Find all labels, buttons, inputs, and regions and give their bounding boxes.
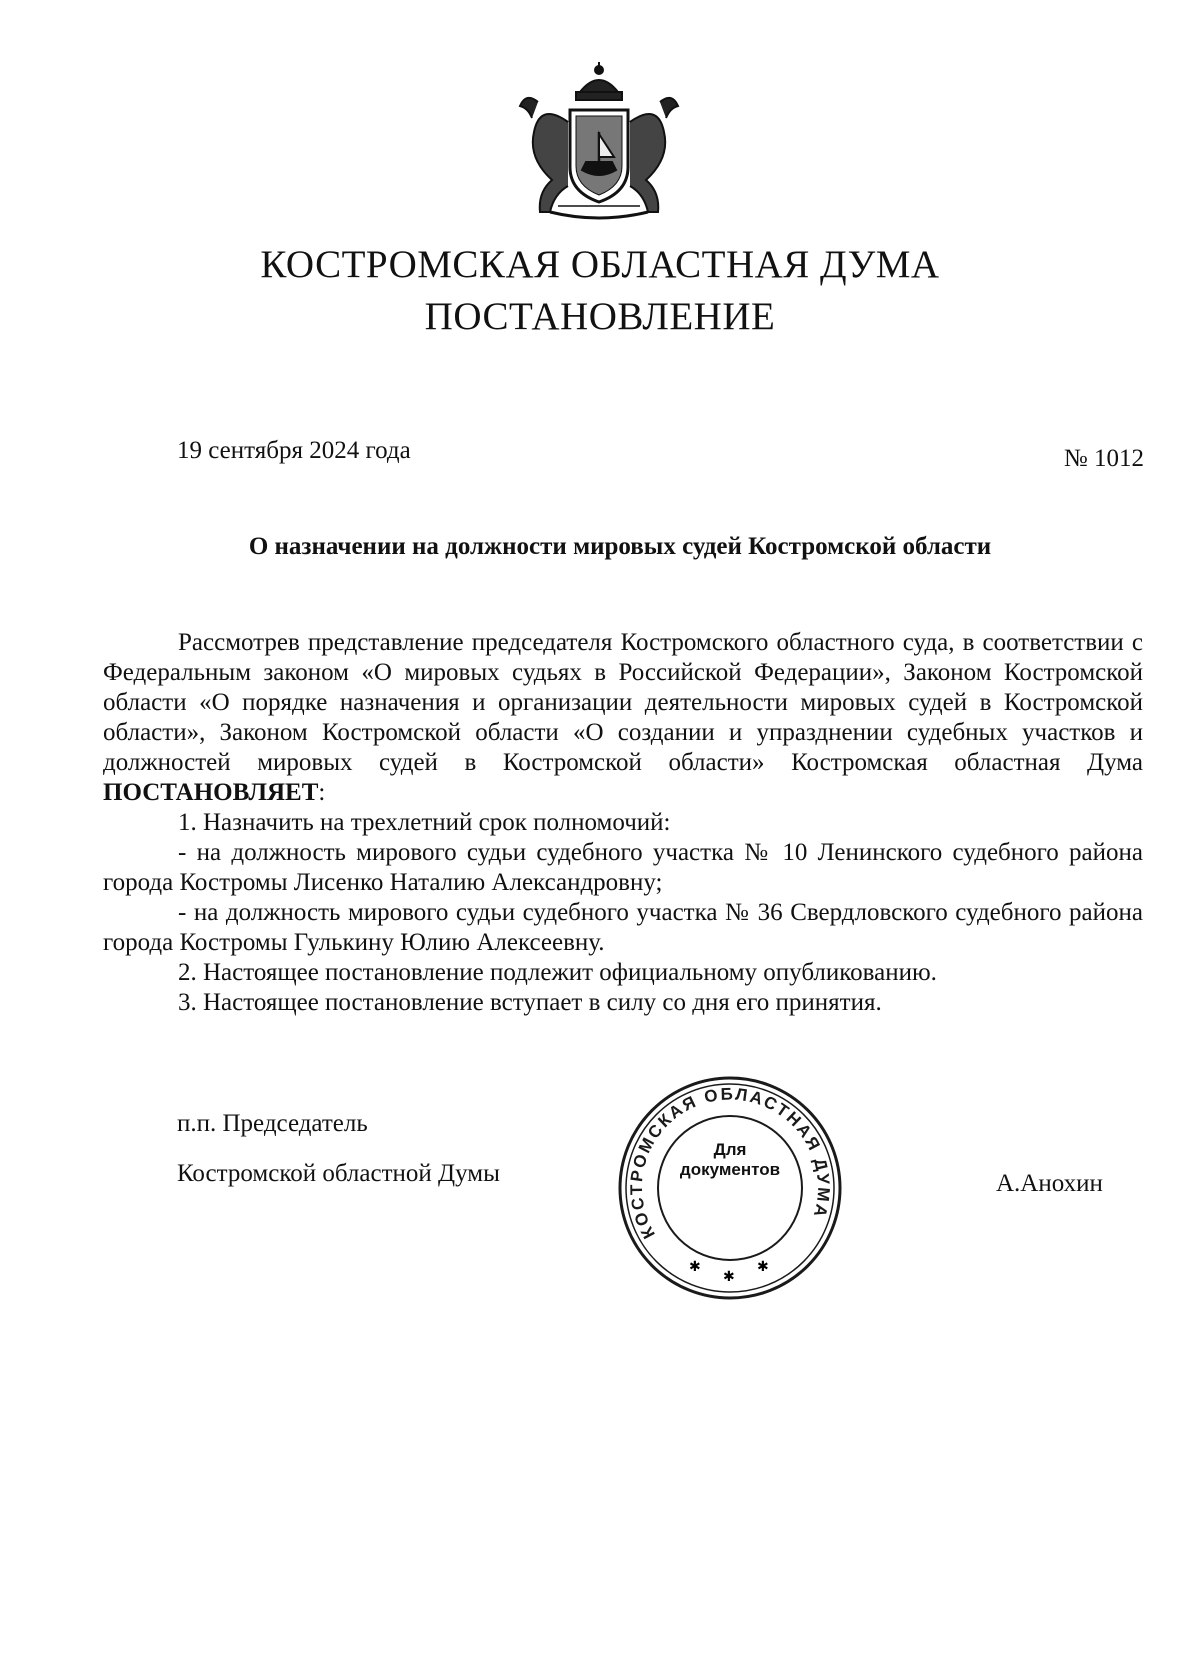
item-1: 1. Назначить на трехлетний срок полномочий:	[178, 809, 671, 836]
document-body	[103, 628, 1143, 1018]
resolves-word: ПОСТАНОВЛЯЕТ	[103, 779, 319, 806]
seal-star-icon: ✱	[723, 1269, 735, 1285]
round-seal	[615, 1073, 845, 1303]
item-3: 3. Настоящее постановление вступает в силу со дня его принятия.	[178, 989, 882, 1016]
signer-position: п.п. Председатель	[177, 1110, 368, 1137]
item-1-a: - на должность мирового судьи судебного участка № 10 Ленинского судебного района города Костромы Лисенко Наталию Александровну;	[103, 839, 1143, 896]
document-date: 19 сентября 2024 года	[177, 437, 411, 464]
preamble-paragraph	[103, 628, 1143, 808]
seal-star-icon: ✱	[757, 1259, 769, 1275]
seal-center-line-1: Для	[713, 1140, 747, 1159]
signer-organization: Костромской областной Думы	[177, 1160, 500, 1187]
signer-name: А.Анохин	[996, 1170, 1103, 1197]
document-title: О назначении на должности мировых судей Костромской области	[248, 533, 992, 560]
item-2: 2. Настоящее постановление подлежит официальному опубликованию.	[178, 959, 937, 986]
document-kind: ПОСТАНОВЛЕНИЕ	[424, 295, 776, 338]
seal-star-icon: ✱	[689, 1259, 701, 1275]
seal-center-line-2: документов	[679, 1160, 781, 1179]
seal-center-text	[655, 1140, 805, 1180]
organization-name: КОСТРОМСКАЯ ОБЛАСТНАЯ ДУМА	[260, 243, 940, 286]
preamble-text: Рассмотрев представление председателя Костромского областного суда, в соответствии с Федеральным законом «О мировых судьях в Российской Федерации», Законом Костромской области «О порядке назначения и организации деятельности мировых судей в Костромской области», Законом Костромской области «О создании и упразднении судебных участков и должностей мировых судей в Костромской области» Костромская областная Дума	[103, 629, 1143, 776]
resolves-punctuation: :	[318, 779, 326, 806]
coat-of-arms-icon	[510, 62, 688, 222]
document-number: № 1012	[1063, 445, 1144, 472]
seal-ring-text: КОСТРОМСКАЯ ОБЛАСТНАЯ ДУМА	[626, 1084, 834, 1242]
item-1-b: - на должность мирового судьи судебного участка № 36 Свердловского судебного района города Костромы Гулькину Юлию Алексеевну.	[103, 899, 1143, 956]
